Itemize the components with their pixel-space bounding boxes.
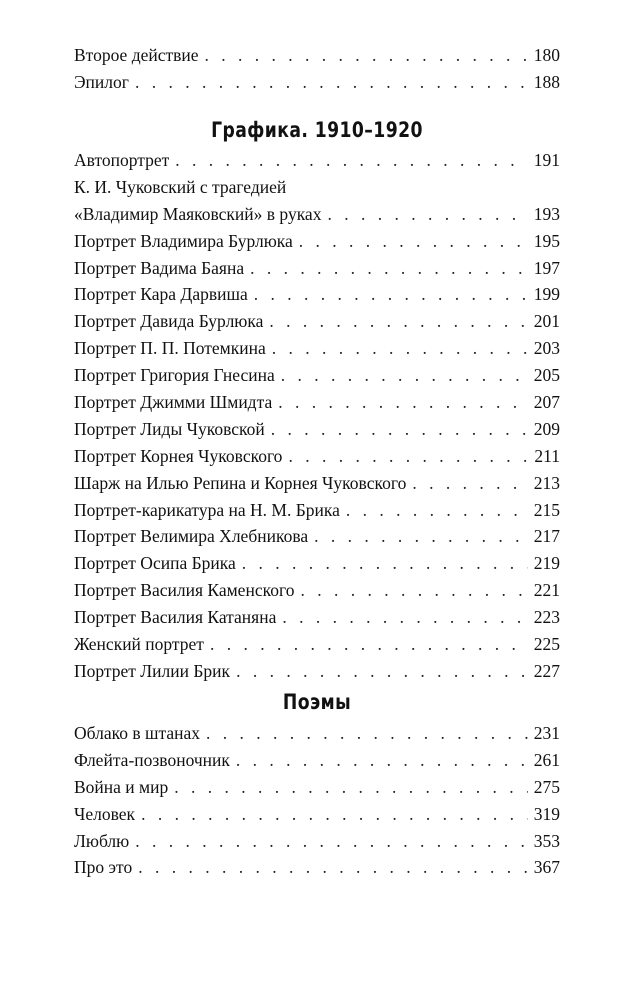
dot-leader: [278, 389, 528, 416]
dot-leader: [205, 42, 528, 69]
entry-page-number: 209: [533, 418, 560, 439]
dot-leader: [288, 443, 528, 470]
toc-entry: [74, 416, 560, 443]
entry-page-number: 231: [533, 723, 560, 743]
entry-title: Война и мир: [74, 776, 169, 797]
entry-page-number: 275: [533, 776, 560, 797]
entry-title: Портрет Давида Бурлюка: [74, 311, 264, 332]
dot-leader: [269, 308, 527, 335]
dot-leader: [314, 523, 528, 550]
entry-page-number: 195: [533, 230, 560, 251]
entry-page-number: 221: [533, 580, 560, 601]
entry-title: Эпилог: [74, 71, 129, 92]
entry-page-number: 188: [533, 71, 560, 92]
entry-title: Портрет Лиды Чуковской: [74, 418, 265, 439]
toc-entry: [74, 147, 560, 174]
toc-top-group: [74, 42, 560, 96]
entry-page-number: 353: [533, 830, 560, 851]
toc-entry: [74, 443, 560, 470]
dot-leader: [254, 281, 528, 308]
toc-entry: [74, 497, 560, 524]
toc-entry: [74, 281, 560, 308]
entry-title: Шарж на Илью Репина и Корнея Чуковского: [74, 472, 407, 493]
entry-page-number: 219: [533, 553, 560, 574]
toc-entry: [74, 774, 560, 801]
entry-title: Люблю: [74, 830, 130, 851]
toc-entry: [74, 550, 560, 577]
entry-title: Человек: [74, 803, 136, 824]
entry-page-number: 180: [533, 45, 560, 65]
entry-title: Портрет Корнея Чуковского: [74, 445, 283, 466]
dot-leader: [281, 362, 528, 389]
dot-leader: [206, 720, 528, 747]
toc-entry: [74, 631, 560, 658]
entry-title: Про это: [74, 857, 133, 878]
section-heading-graphics: Графика. 1910–1920: [211, 118, 423, 142]
dot-leader: [141, 801, 528, 828]
dot-leader: [135, 69, 528, 96]
entry-title: Портрет-карикатура на Н. М. Брика: [74, 499, 340, 520]
toc-entry: [74, 577, 560, 604]
toc-entry: [74, 42, 560, 69]
entry-page-number: 203: [533, 338, 560, 359]
dot-leader: [175, 147, 527, 174]
toc-entry: [74, 255, 560, 282]
entry-page-number: 215: [533, 499, 560, 520]
entry-title: Портрет Кара Дарвиша: [74, 284, 248, 305]
toc-entry: [74, 658, 560, 685]
entry-page-number: 213: [533, 472, 560, 493]
dot-leader: [174, 774, 528, 801]
entry-title: Портрет Осипа Брика: [74, 553, 236, 574]
entry-page-number: 319: [533, 803, 560, 824]
toc-poems-group: [74, 720, 560, 881]
entry-title: Портрет Лилии Брик: [74, 660, 231, 681]
dot-leader: [327, 201, 527, 228]
toc-entry: [74, 308, 560, 335]
entry-title: Второе действие: [74, 45, 199, 65]
toc-graphics-group: [74, 147, 560, 685]
entry-title: Портрет П. П. Потемкина: [74, 338, 266, 359]
dot-leader: [299, 228, 528, 255]
entry-title: Портрет Василия Каменского: [74, 580, 295, 601]
entry-page-number: 197: [533, 257, 560, 278]
entry-title: Портрет Велимира Хлебникова: [74, 526, 309, 547]
entry-title: «Владимир Маяковский» в руках: [74, 203, 322, 224]
entry-page-number: 205: [533, 365, 560, 386]
entry-title: Флейта-позвоночник: [74, 749, 230, 770]
entry-page-number: 207: [533, 392, 560, 413]
entry-title: Портрет Василия Катаняна: [74, 607, 277, 628]
entry-title: Портрет Григория Гнесина: [74, 365, 275, 386]
toc-entry: [74, 720, 560, 747]
entry-page-number: 223: [533, 607, 560, 628]
toc-entry: [74, 801, 560, 828]
entry-page-number: 225: [533, 634, 560, 655]
dot-leader: [272, 335, 528, 362]
toc-entry: [74, 335, 560, 362]
toc-entry: [74, 228, 560, 255]
toc-entry: [74, 604, 560, 631]
dot-leader: [300, 577, 527, 604]
entry-title: Портрет Вадима Баяна: [74, 257, 245, 278]
section-heading-poems: Поэмы: [282, 690, 352, 714]
entry-title: Автопортрет: [74, 150, 170, 170]
toc-entry: [74, 523, 560, 550]
entry-page-number: 261: [533, 749, 560, 770]
dot-leader: [346, 497, 528, 524]
toc-entry: [74, 470, 560, 497]
toc-entry: [74, 362, 560, 389]
dot-leader: [242, 550, 528, 577]
dot-leader: [412, 470, 527, 497]
entry-page-number: 193: [533, 203, 560, 224]
entry-page-number: 367: [533, 857, 560, 878]
toc-entry: [74, 69, 560, 96]
dot-leader: [210, 631, 528, 658]
dot-leader: [282, 604, 527, 631]
entry-title: Портрет Владимира Бурлюка: [74, 230, 293, 251]
toc-entry: [74, 828, 560, 855]
entry-title: Облако в штанах: [74, 723, 200, 743]
entry-page-number: 191: [533, 150, 560, 170]
toc-entry: [74, 201, 560, 228]
dot-leader: [250, 255, 528, 282]
entry-title-line1: К. И. Чуковский с трагедией: [74, 176, 287, 197]
toc-entry: [74, 747, 560, 774]
entry-page-number: 217: [533, 526, 560, 547]
entry-title: Портрет Джимми Шмидта: [74, 392, 273, 413]
entry-page-number: 199: [533, 284, 560, 305]
dot-leader: [236, 747, 528, 774]
dot-leader: [138, 854, 528, 881]
toc-entry: [74, 854, 560, 881]
entry-page-number: 201: [533, 311, 560, 332]
entry-page-number: 227: [533, 660, 560, 681]
dot-leader: [236, 658, 528, 685]
toc-entry: [74, 389, 560, 416]
entry-page-number: 211: [534, 445, 560, 466]
dot-leader: [271, 416, 528, 443]
entry-title: Женский портрет: [74, 634, 204, 655]
dot-leader: [135, 828, 528, 855]
